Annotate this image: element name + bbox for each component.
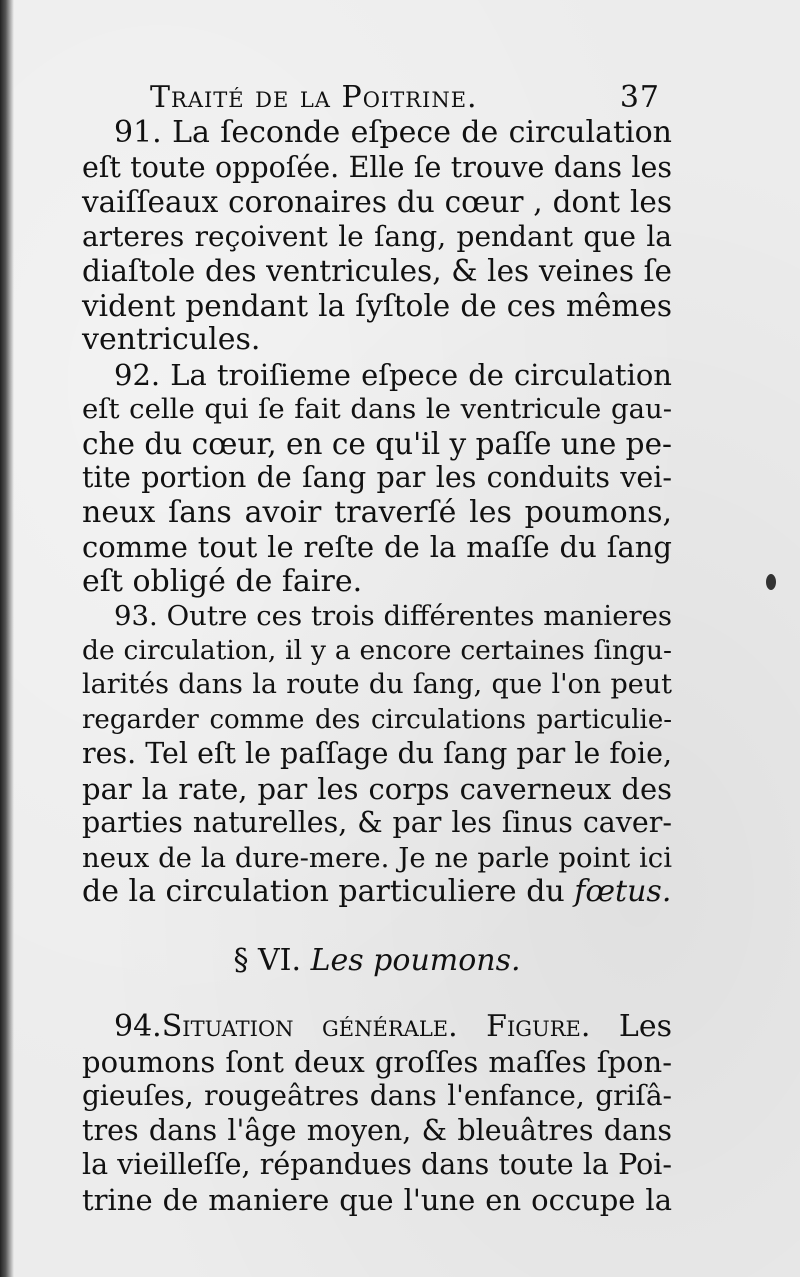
text-line: de circulation, il y a encore certaines ſingu-: [82, 634, 672, 666]
paragraph-heading: Situation générale.: [161, 1009, 458, 1044]
text-line: tite portion de ſang par les conduits vei-: [82, 461, 672, 494]
paragraph-92: [82, 358, 672, 600]
running-head: [150, 80, 660, 116]
text-line: eſt celle qui ſe fait dans le ventricule gau-: [82, 393, 672, 425]
text-line: larités dans la route du ſang, que l'on peut: [82, 669, 672, 700]
text-line: poumons ſont deux groſſes maſſes ſpon-: [82, 1044, 672, 1079]
text-line: eſt toute oppoſée. Elle ſe trouve dans les: [82, 150, 672, 184]
page-gutter-shadow: [0, 0, 14, 1277]
running-head-title: Traité de la Poitrine.: [150, 80, 478, 115]
text-line: 91. La ſeconde eſpece de circulation: [114, 115, 672, 150]
text-line: vaiſſeaux coronaires du cœur , dont les: [82, 185, 672, 219]
text-line: che du cœur, en ce qu'il y paſſe une pe-: [82, 426, 672, 461]
text-line: neux ſans avoir traverſé les poumons,: [82, 494, 672, 530]
text-line: parties naturelles, & par les ſinus caver-: [82, 806, 672, 839]
text-line-start: de la circulation particuliere du: [82, 874, 565, 909]
text-line: par la rate, par les corps caverneux des: [82, 771, 672, 806]
text-line: 93. Outre ces trois différentes manieres: [114, 600, 672, 632]
paragraph-93: [82, 599, 672, 910]
italic-word: fœtus.: [574, 874, 672, 909]
text-line-end: Les: [618, 1009, 672, 1044]
text-line: [82, 875, 672, 910]
text-line: trine de maniere que l'une en occupe la: [82, 1182, 672, 1217]
section-mark: § VI.: [233, 942, 302, 978]
body-text: [82, 116, 672, 1217]
paragraph-94: [82, 1010, 672, 1217]
page-number: 37: [619, 80, 660, 115]
text-line: arteres reçoivent le ſang, pendant que la: [82, 219, 672, 253]
text-line: diaſtole des ventricules, & les veines ſe: [82, 254, 672, 288]
text-line: regarder comme des circulations particulie-: [82, 704, 672, 735]
paragraph-heading: Figure.: [486, 1009, 591, 1044]
text-line: neux de la dure-mere. Je ne parle point ici: [82, 841, 672, 874]
ink-speck: [766, 574, 776, 590]
text-line: gieuſes, rougeâtres dans l'enfance, griſâ-: [82, 1079, 672, 1112]
text-line: tres dans l'âge moyen, & bleuâtres dans: [82, 1113, 672, 1147]
section-heading: [82, 944, 672, 979]
paragraph-number: 94.: [114, 1009, 162, 1044]
paragraph-91: [82, 116, 672, 358]
text-line: [82, 1010, 672, 1045]
text-line: ventricules.: [82, 322, 261, 357]
section-title: Les poumons.: [310, 942, 521, 978]
text-line: la vieilleſſe, répandues dans toute la Poi-: [82, 1148, 672, 1181]
text-line: comme tout le reſte de la maſſe du ſang: [82, 530, 672, 564]
text-line: 92. La troiſieme eſpece de circulation: [114, 357, 672, 392]
text-line: res. Tel eſt le paſſage du ſang par le foie,: [82, 737, 673, 770]
text-line: eſt obligé de faire.: [82, 563, 363, 599]
text-line: vident pendant la ſyſtole de ces mêmes: [82, 288, 672, 323]
